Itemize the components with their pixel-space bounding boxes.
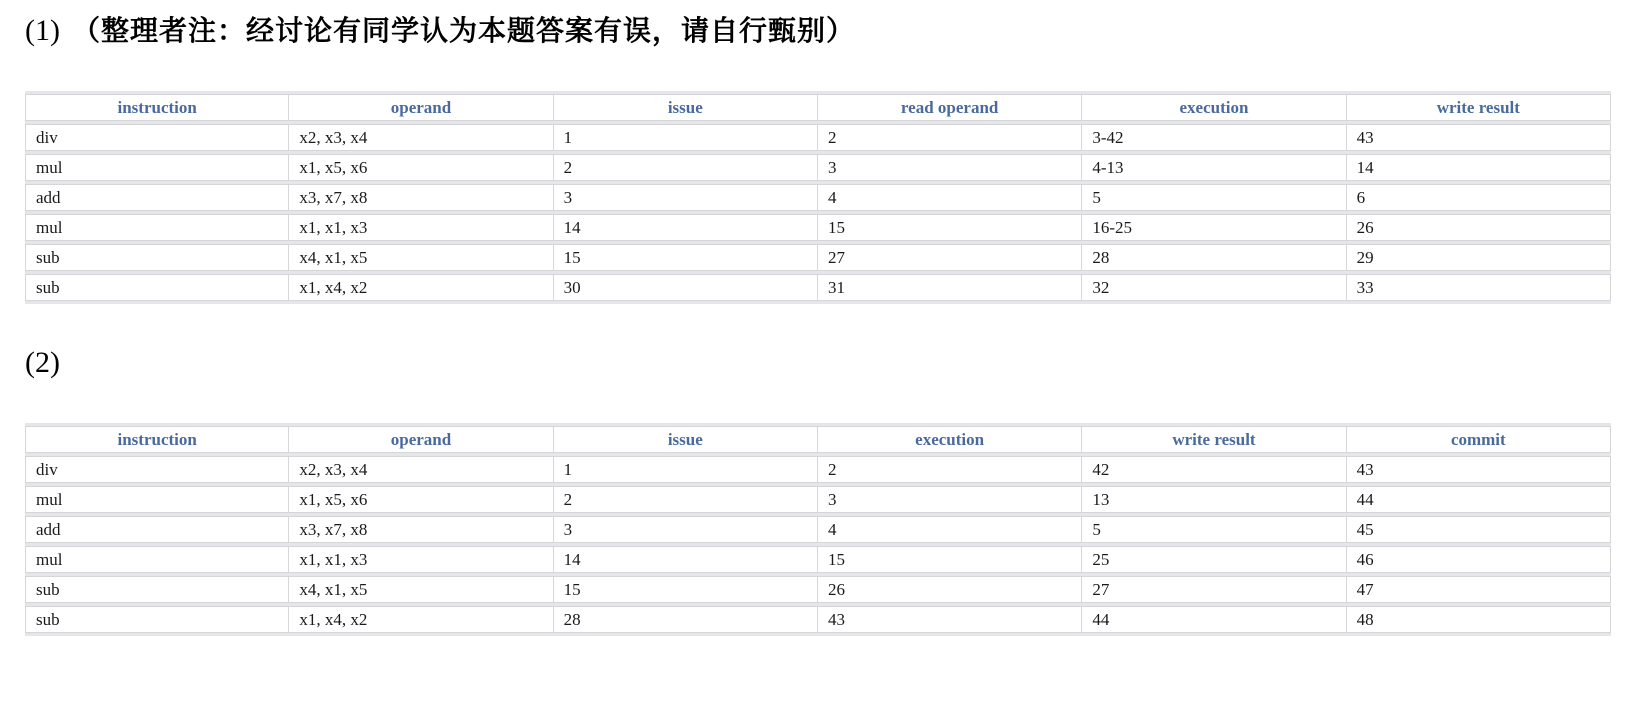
table-row <box>25 274 1611 301</box>
table-cell: 3 <box>554 184 818 211</box>
table-cell: x1, x1, x3 <box>289 214 553 241</box>
column-header: issue <box>554 426 818 453</box>
column-header: operand <box>289 426 553 453</box>
table-cell: 33 <box>1347 274 1611 301</box>
header-row <box>25 94 1611 121</box>
column-header: execution <box>1082 94 1346 121</box>
table-cell: 48 <box>1347 606 1611 633</box>
table-cell: 13 <box>1082 486 1346 513</box>
table-cell: 14 <box>1347 154 1611 181</box>
column-header: write result <box>1082 426 1346 453</box>
table-cell: 45 <box>1347 516 1611 543</box>
table-cell: sub <box>25 244 289 271</box>
table-row <box>25 546 1611 573</box>
column-header: commit <box>1347 426 1611 453</box>
table-cell: 6 <box>1347 184 1611 211</box>
section-2-number: (2) <box>25 346 60 379</box>
table-cell: 4-13 <box>1082 154 1346 181</box>
table-cell: 27 <box>1082 576 1346 603</box>
table-cell: sub <box>25 274 289 301</box>
table-cell: 42 <box>1082 456 1346 483</box>
table-row <box>25 456 1611 483</box>
table-cell: 31 <box>818 274 1082 301</box>
table-cell: div <box>25 124 289 151</box>
column-header: read operand <box>818 94 1082 121</box>
table-row <box>25 576 1611 603</box>
table-cell: 2 <box>818 456 1082 483</box>
table-cell: mul <box>25 214 289 241</box>
column-header: instruction <box>25 426 289 453</box>
table-cell: div <box>25 456 289 483</box>
table-cell: x1, x4, x2 <box>289 274 553 301</box>
table-cell: 28 <box>1082 244 1346 271</box>
table-cell: x4, x1, x5 <box>289 244 553 271</box>
table-cell: 3 <box>818 486 1082 513</box>
column-header: issue <box>554 94 818 121</box>
table-cell: 47 <box>1347 576 1611 603</box>
table-cell: 2 <box>818 124 1082 151</box>
section-2-heading <box>25 344 1644 383</box>
table-cell: 15 <box>818 214 1082 241</box>
table-cell: 3-42 <box>1082 124 1346 151</box>
table-row <box>25 486 1611 513</box>
table-cell: x3, x7, x8 <box>289 184 553 211</box>
table-cell: 44 <box>1082 606 1346 633</box>
table-cell: x2, x3, x4 <box>289 456 553 483</box>
table-cell: 27 <box>818 244 1082 271</box>
table-cell: 29 <box>1347 244 1611 271</box>
table-cell: 14 <box>554 214 818 241</box>
table-cell: 44 <box>1347 486 1611 513</box>
table-cell: x3, x7, x8 <box>289 516 553 543</box>
table-cell: 3 <box>554 516 818 543</box>
table-cell: 4 <box>818 184 1082 211</box>
table-cell: 26 <box>1347 214 1611 241</box>
table-row <box>25 214 1611 241</box>
table-cell: 2 <box>554 486 818 513</box>
table-cell: 5 <box>1082 184 1346 211</box>
section-1-number: (1) <box>25 14 60 47</box>
table-cell: 26 <box>818 576 1082 603</box>
section-1-heading <box>25 12 1644 51</box>
table-cell: mul <box>25 154 289 181</box>
table-row <box>25 516 1611 543</box>
table-cell: x1, x5, x6 <box>289 154 553 181</box>
table-cell: x1, x4, x2 <box>289 606 553 633</box>
table-cell: 46 <box>1347 546 1611 573</box>
table-cell: 25 <box>1082 546 1346 573</box>
table-cell: x1, x5, x6 <box>289 486 553 513</box>
table-cell: 28 <box>554 606 818 633</box>
table-cell: sub <box>25 606 289 633</box>
table-cell: add <box>25 184 289 211</box>
table-cell: 5 <box>1082 516 1346 543</box>
table-cell: 30 <box>554 274 818 301</box>
table-cell: 3 <box>818 154 1082 181</box>
table-cell: 1 <box>554 456 818 483</box>
table-cell: 15 <box>554 244 818 271</box>
table-cell: 43 <box>818 606 1082 633</box>
table-cell: x2, x3, x4 <box>289 124 553 151</box>
table-cell: 43 <box>1347 456 1611 483</box>
rob-pipeline-table <box>25 423 1611 636</box>
table-cell: 2 <box>554 154 818 181</box>
table-cell: 16-25 <box>1082 214 1346 241</box>
table-cell: x1, x1, x3 <box>289 546 553 573</box>
table-cell: add <box>25 516 289 543</box>
table-row <box>25 184 1611 211</box>
column-header: instruction <box>25 94 289 121</box>
column-header: execution <box>818 426 1082 453</box>
section-1-note: （整理者注：经讨论有同学认为本题答案有误，请自行甄别） <box>71 16 855 47</box>
table-cell: 1 <box>554 124 818 151</box>
table-cell: mul <box>25 486 289 513</box>
table-cell: 43 <box>1347 124 1611 151</box>
table-cell: sub <box>25 576 289 603</box>
column-header: write result <box>1347 94 1611 121</box>
table-cell: 15 <box>554 576 818 603</box>
table-cell: 14 <box>554 546 818 573</box>
header-row <box>25 426 1611 453</box>
table-row <box>25 154 1611 181</box>
table-row <box>25 244 1611 271</box>
table-row <box>25 124 1611 151</box>
table-cell: 4 <box>818 516 1082 543</box>
column-header: operand <box>289 94 553 121</box>
table-cell: 15 <box>818 546 1082 573</box>
table-cell: x4, x1, x5 <box>289 576 553 603</box>
table-cell: 32 <box>1082 274 1346 301</box>
scoreboard-pipeline-table <box>25 91 1611 304</box>
table-row <box>25 606 1611 633</box>
table-cell: mul <box>25 546 289 573</box>
